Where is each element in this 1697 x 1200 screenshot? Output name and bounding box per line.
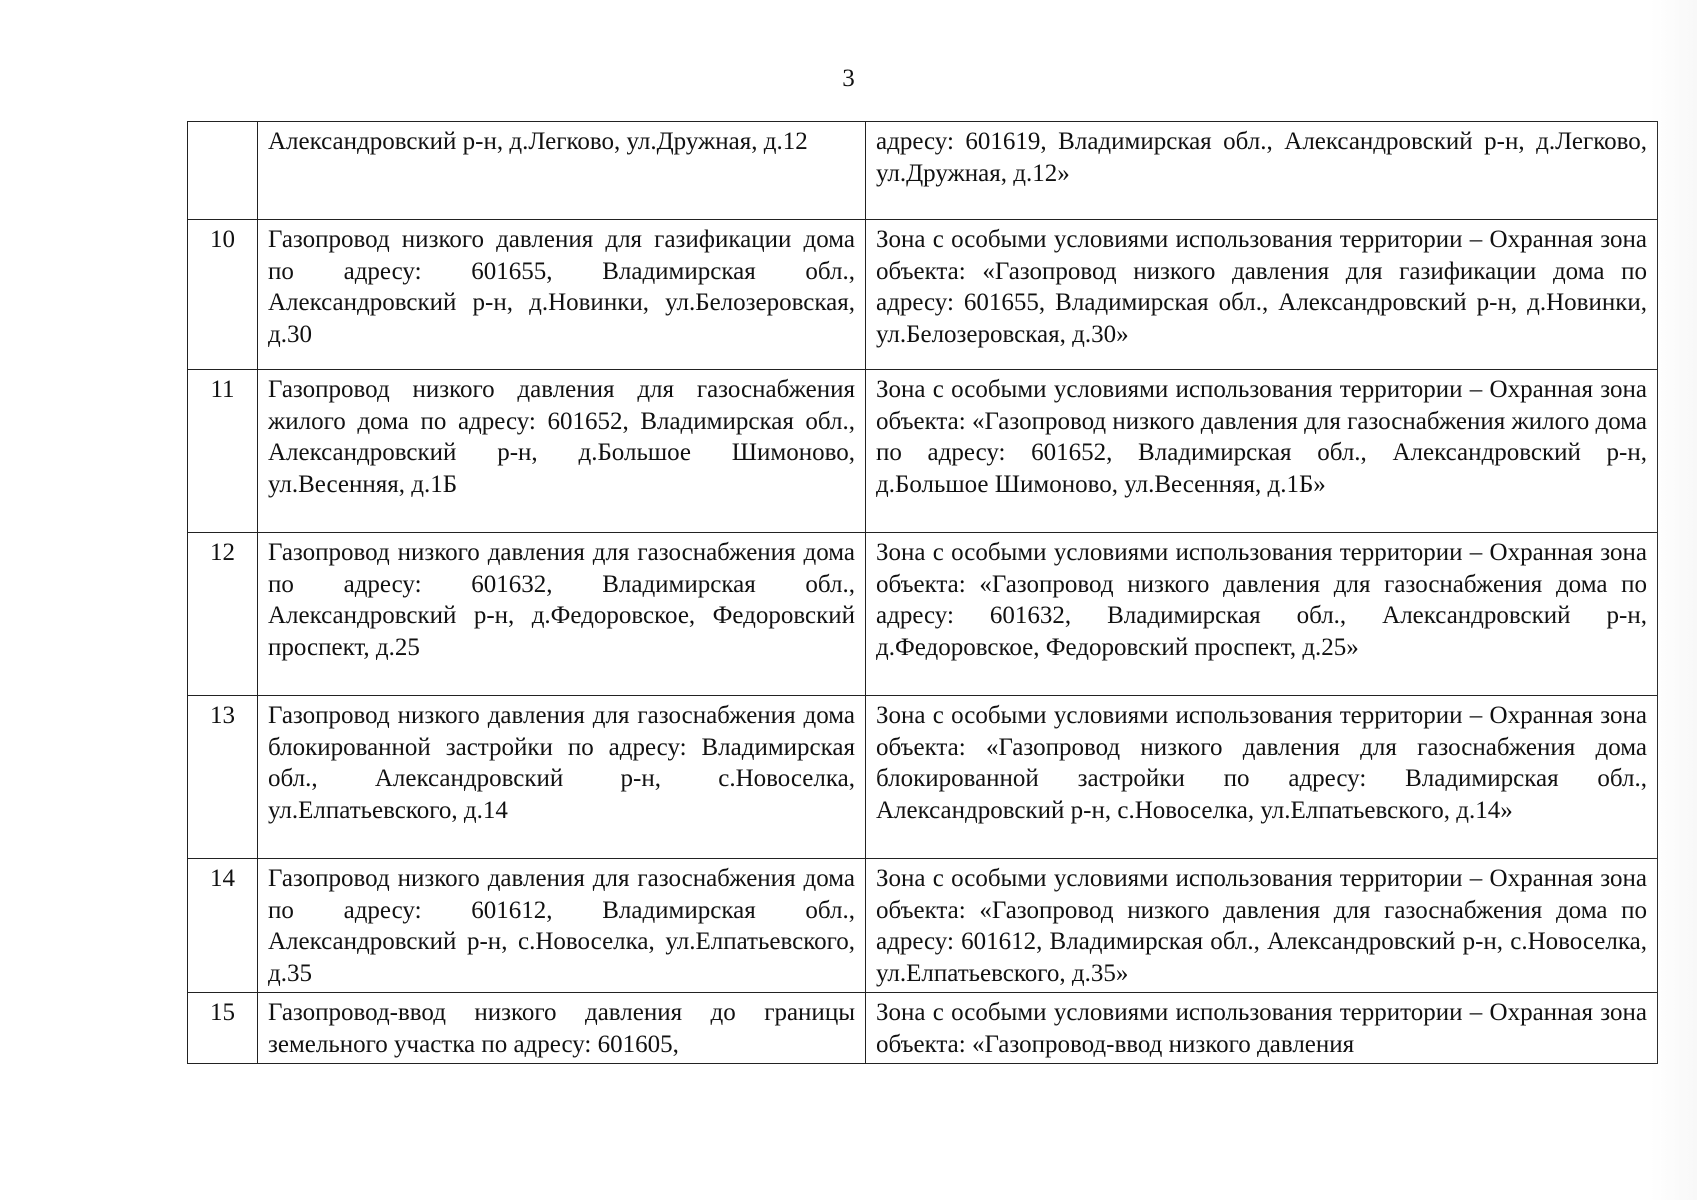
table-row [188,993,1658,1064]
object-description: Газопровод низкого давления для газификации дома по адресу: 601655, Владимирская обл., Александровский р-н, д.Новинки, ул.Белозеровская, д.30 [258,220,866,370]
zone-description: Зона с особыми условиями использования территории – Охранная зона объекта: «Газопровод-ввод низкого давления [866,993,1658,1064]
page-number: 3 [842,65,855,92]
zone-description: Зона с особыми условиями использования территории – Охранная зона объекта: «Газопровод низкого давления для газоснабжения дома блокированной застройки по адресу: Владимирская обл., Александровский р-н, с.Новоселка, ул.Елпатьевского, д.14» [866,696,1658,859]
table-row [188,533,1658,696]
table-row [188,370,1658,533]
object-description: Александровский р-н, д.Легково, ул.Дружная, д.12 [258,122,866,220]
zone-description: Зона с особыми условиями использования территории – Охранная зона объекта: «Газопровод низкого давления для газоснабжения жилого дома по адресу: 601652, Владимирская обл., Александровский р-н, д.Большое Шимоново, ул.Весенняя, д.1Б» [866,370,1658,533]
zone-description: адресу: 601619, Владимирская обл., Александровский р-н, д.Легково, ул.Дружная, д.12» [866,122,1658,220]
row-number: 15 [188,993,258,1064]
row-number: 10 [188,220,258,370]
table-row [188,859,1658,993]
table-row [188,220,1658,370]
row-number: 14 [188,859,258,993]
object-description: Газопровод низкого давления для газоснабжения дома блокированной застройки по адресу: Владимирская обл., Александровский р-н, с.Новоселка, ул.Елпатьевского, д.14 [258,696,866,859]
table-row [188,122,1658,220]
row-number: 12 [188,533,258,696]
row-number: 13 [188,696,258,859]
object-description: Газопровод низкого давления для газоснабжения дома по адресу: 601632, Владимирская обл., Александровский р-н, д.Федоровское, Федоровский проспект, д.25 [258,533,866,696]
row-number [188,122,258,220]
zones-table [187,121,1658,1064]
object-description: Газопровод-ввод низкого давления до границы земельного участка по адресу: 601605, [258,993,866,1064]
table-row [188,696,1658,859]
zone-description: Зона с особыми условиями использования территории – Охранная зона объекта: «Газопровод низкого давления для газоснабжения дома по адресу: 601632, Владимирская обл., Александровский р-н, д.Федоровское, Федоровский проспект, д.25» [866,533,1658,696]
row-number: 11 [188,370,258,533]
object-description: Газопровод низкого давления для газоснабжения жилого дома по адресу: 601652, Владимирская обл., Александровский р-н, д.Большое Шимоново, ул.Весенняя, д.1Б [258,370,866,533]
zone-description: Зона с особыми условиями использования территории – Охранная зона объекта: «Газопровод низкого давления для газоснабжения дома по адресу: 601612, Владимирская обл., Александровский р-н, с.Новоселка, ул.Елпатьевского, д.35» [866,859,1658,993]
object-description: Газопровод низкого давления для газоснабжения дома по адресу: 601612, Владимирская обл., Александровский р-н, с.Новоселка, ул.Елпатьевского, д.35 [258,859,866,993]
zone-description: Зона с особыми условиями использования территории – Охранная зона объекта: «Газопровод низкого давления для газификации дома по адресу: 601655, Владимирская обл., Александровский р-н, д.Новинки, ул.Белозеровская, д.30» [866,220,1658,370]
